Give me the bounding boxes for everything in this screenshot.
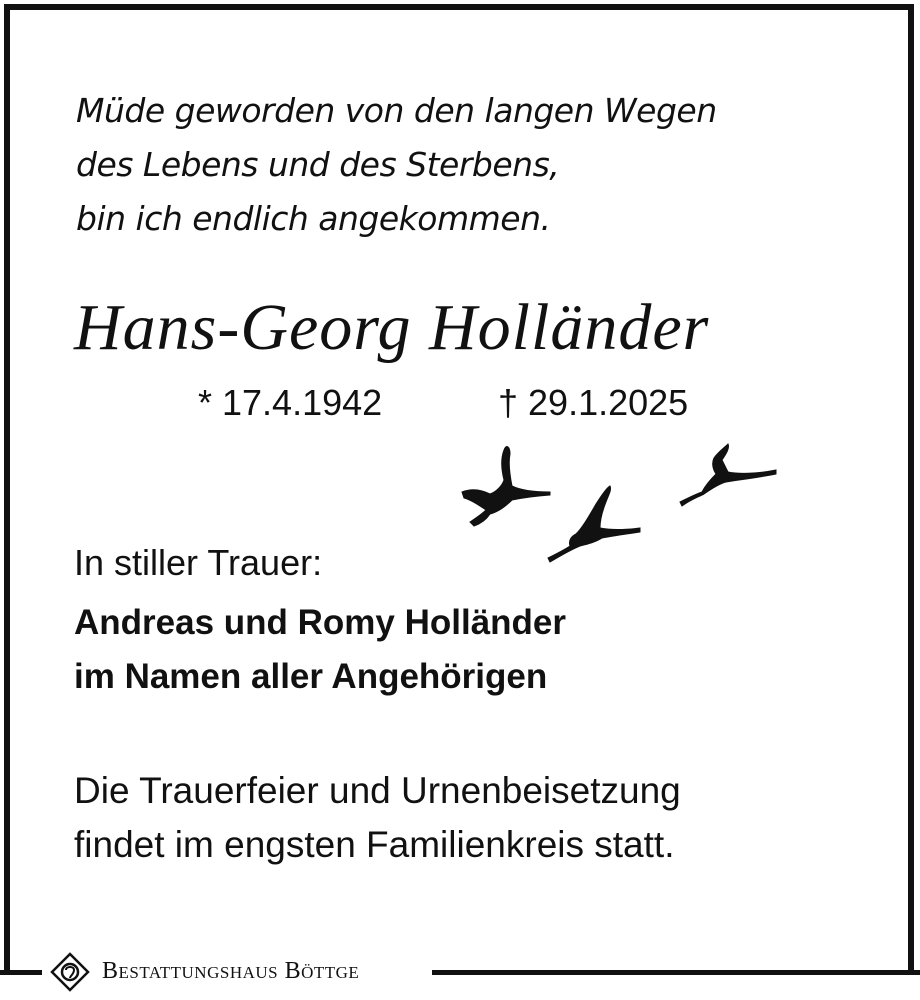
footer-rule-right [432,970,920,975]
service-notice [74,764,681,872]
diamond-emblem-icon [50,952,90,992]
poem-verse [76,84,717,246]
crane-bird-icon [548,486,640,562]
flying-cranes-illustration [450,436,790,566]
birth-date: * 17.4.1942 [198,382,383,423]
funeral-home-footer [0,952,920,992]
mourning-label: In stiller Trauer: [74,542,323,583]
mourner-line: Andreas und Romy Holländer [74,603,567,642]
death-date: † 29.1.2025 [498,382,689,423]
mourner-line: im Namen aller Angehörigen [74,657,548,696]
crane-bird-icon [680,444,776,506]
deceased-name: Hans-Georg Holländer [74,291,710,364]
poem-line: des Lebens und des Sterbens, [76,145,560,184]
mourners-block [74,596,566,704]
poem-line: Müde geworden von den langen Wegen [76,91,717,130]
funeral-home-name: Bestattungshaus Böttge [102,958,360,984]
crane-bird-icon [462,447,550,526]
service-line: findet im engsten Familienkreis statt. [74,824,675,865]
footer-rule-left [0,970,42,975]
service-line: Die Trauerfeier und Urnenbeisetzung [74,770,681,811]
poem-line: bin ich endlich angekommen. [76,199,551,238]
